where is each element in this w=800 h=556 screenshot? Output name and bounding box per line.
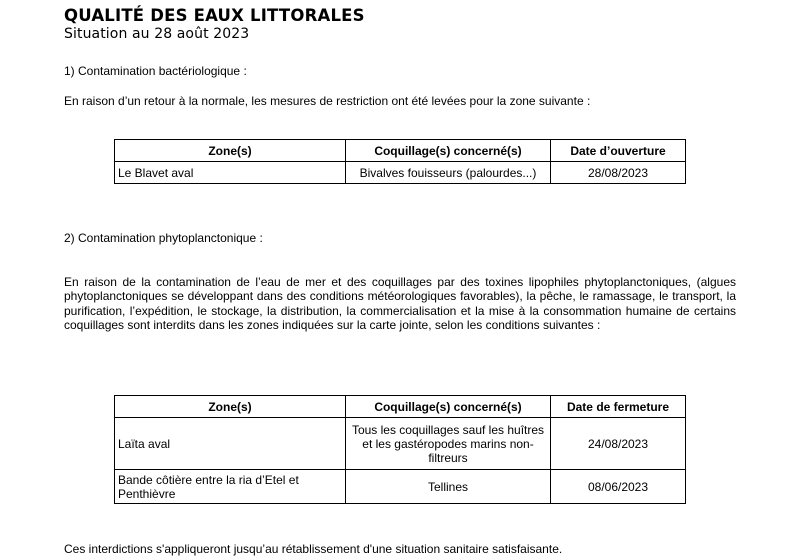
cell-zone: Le Blavet aval xyxy=(115,162,346,184)
section1-intro: En raison d’un retour à la normale, les mesures de restriction ont été levées pour la zone suivante : xyxy=(64,94,591,108)
cell-zone: Laïta aval xyxy=(115,418,346,470)
section1-heading: 1) Contamination bactériologique : xyxy=(64,64,247,78)
table-row xyxy=(115,418,686,470)
cell-zone: Bande côtière entre la ria d’Etel et Penthièvre xyxy=(115,470,346,504)
section2-intro: En raison de la contamination de l’eau de mer et des coquillages par des toxines lipophiles phytoplanctoniques, (algues phytoplanctoniques se développant dans des conditions météorologiques favorables), la pêche, le ramassage, le transport, la purification, l’expédition, le stockage, la distribution, la commercialisation et la mise à la consommation humaine de certains coquillages sont interdits dans les zones indiquées sur la carte jointe, selon les conditions suivantes : xyxy=(64,275,736,332)
table-row xyxy=(115,162,686,184)
table-header-row xyxy=(115,140,686,162)
table-row xyxy=(115,470,686,504)
page-subtitle: Situation au 28 août 2023 xyxy=(64,26,250,42)
page-title: QUALITÉ DES EAUX LITTORALES xyxy=(64,6,365,25)
cell-date: 08/06/2023 xyxy=(551,470,686,504)
column-header-zone: Zone(s) xyxy=(115,396,346,418)
section2-heading: 2) Contamination phytoplanctonique : xyxy=(64,231,263,245)
column-header-shellfish: Coquillage(s) concerné(s) xyxy=(346,140,551,162)
cell-shellfish: Tous les coquillages sauf les huîtres et les gastéropodes marins non-filtreurs xyxy=(346,418,551,470)
cell-shellfish: Tellines xyxy=(346,470,551,504)
cell-date: 24/08/2023 xyxy=(551,418,686,470)
reopening-table xyxy=(114,139,686,184)
footer-note: Ces interdictions s'appliqueront jusqu’au rétablissement d'une situation sanitaire satisfaisante. xyxy=(64,542,563,556)
closure-table xyxy=(114,395,686,504)
table-header-row xyxy=(115,396,686,418)
cell-shellfish: Bivalves fouisseurs (palourdes...) xyxy=(346,162,551,184)
column-header-zone: Zone(s) xyxy=(115,140,346,162)
cell-date: 28/08/2023 xyxy=(551,162,686,184)
column-header-closing-date: Date de fermeture xyxy=(551,396,686,418)
column-header-shellfish: Coquillage(s) concerné(s) xyxy=(346,396,551,418)
column-header-opening-date: Date d’ouverture xyxy=(551,140,686,162)
